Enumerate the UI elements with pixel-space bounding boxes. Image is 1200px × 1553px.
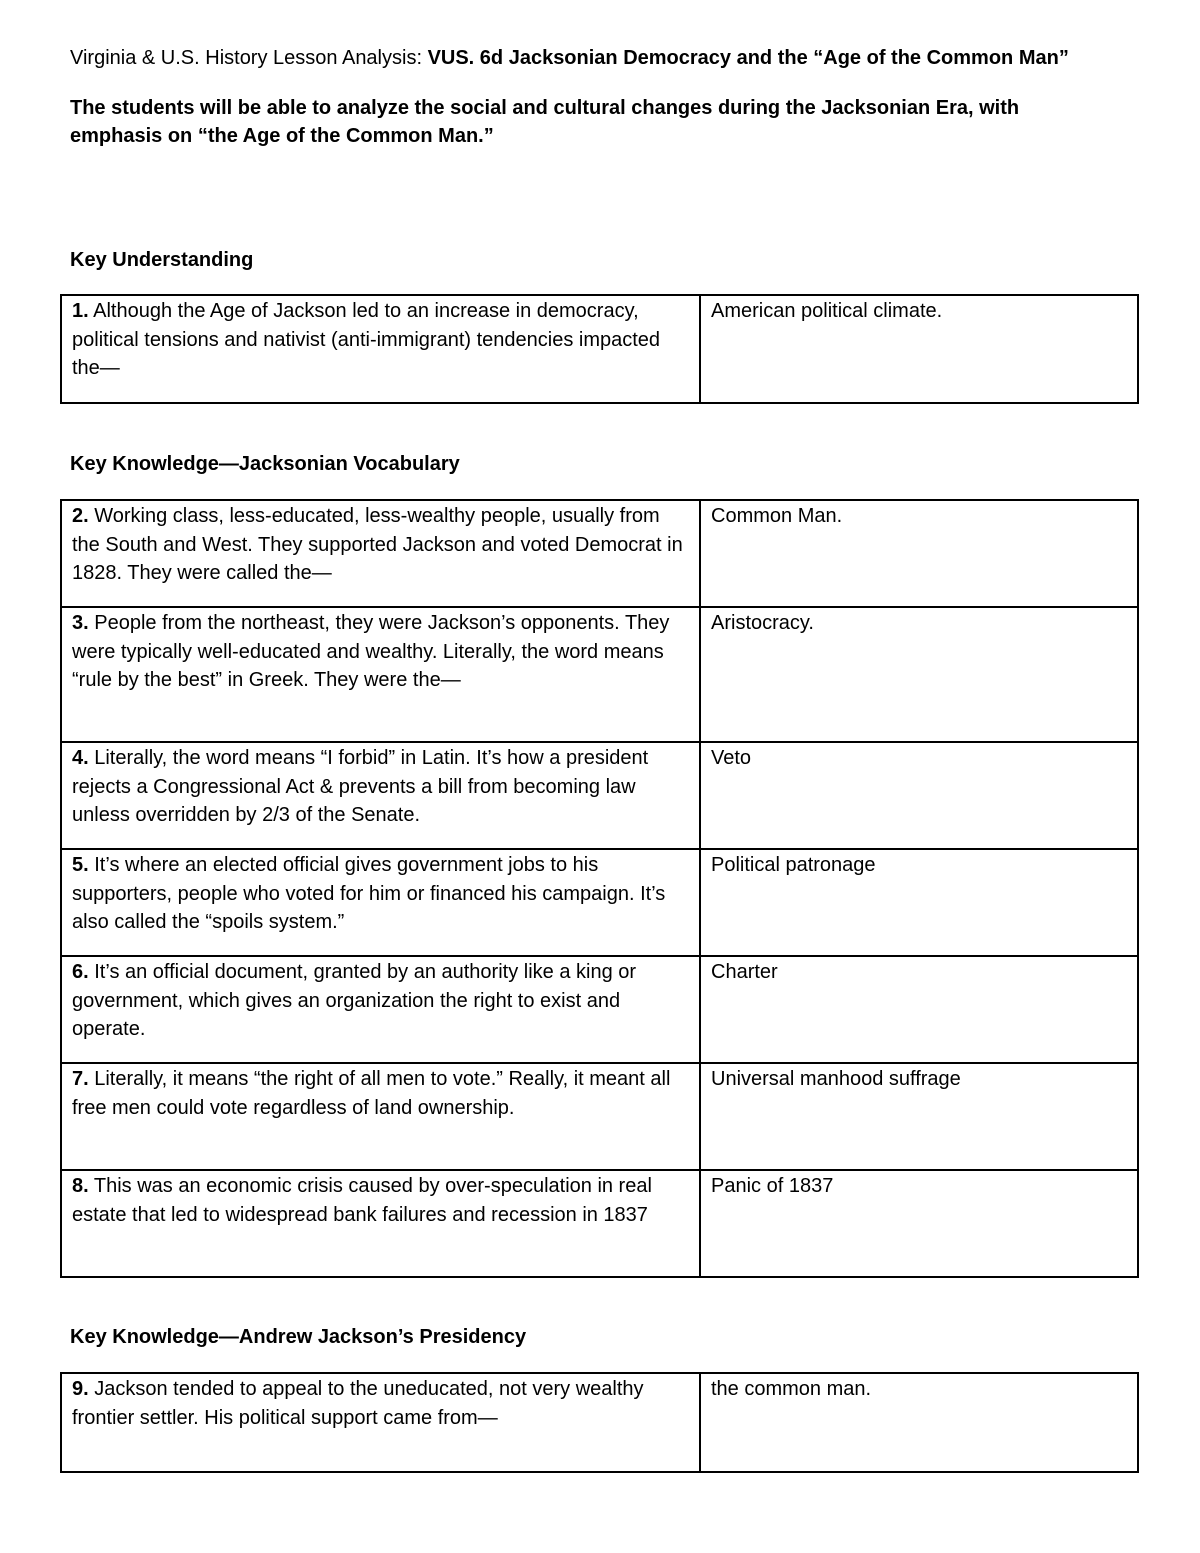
question-text: Literally, it means “the right of all men to vote.” Really, it meant all free men could vote regardless of land ownership. [72,1068,671,1119]
table-row [61,742,1138,849]
question-cell [61,607,700,742]
question-text: Jackson tended to appeal to the uneducated, not very wealthy frontier settler. His political support came from— [72,1378,644,1429]
question-number: 1. [72,300,89,322]
table-row [61,1063,1138,1170]
answer-cell: Political patronage [700,849,1138,956]
question-cell [61,956,700,1063]
question-number: 5. [72,854,89,876]
table-row [61,849,1138,956]
question-cell [61,742,700,849]
presidency-table [60,1372,1139,1473]
question-cell [61,1063,700,1170]
table-row [61,956,1138,1063]
question-cell [61,295,700,403]
answer-cell: Universal manhood suffrage [700,1063,1138,1170]
question-number: 4. [72,747,89,769]
question-text: People from the northeast, they were Jackson’s opponents. They were typically well-educated and wealthy. Literally, the word means “rule by the best” in Greek. They were the— [72,612,670,691]
lesson-title-topic: VUS. 6d Jacksonian Democracy and the “Age of the Common Man” [427,47,1069,69]
answer-cell: Charter [700,956,1138,1063]
question-cell [61,500,700,607]
question-text: Literally, the word means “I forbid” in Latin. It’s how a president rejects a Congressional Act & prevents a bill from becoming law unless overridden by 2/3 of the Senate. [72,747,649,826]
worksheet-page [70,44,1132,150]
table-row [61,295,1138,403]
key-understanding-table [60,294,1139,404]
question-text: It’s an official document, granted by an authority like a king or government, which gives an organization the right to exist and operate. [72,961,637,1040]
question-cell [61,849,700,956]
question-text: It’s where an elected official gives government jobs to his supporters, people who voted for him or financed his campaign. It’s also called the “spoils system.” [72,854,666,933]
answer-cell: the common man. [700,1373,1138,1472]
answer-cell: Panic of 1837 [700,1170,1138,1277]
answer-cell: Veto [700,742,1138,849]
question-number: 7. [72,1068,89,1090]
question-number: 9. [72,1378,89,1400]
answer-cell: Aristocracy. [700,607,1138,742]
table-row [61,500,1138,607]
lesson-title-prefix: Virginia & U.S. History Lesson Analysis: [70,47,428,69]
answer-cell: Common Man. [700,500,1138,607]
question-text: Working class, less-educated, less-wealthy people, usually from the South and West. They supported Jackson and voted Democrat in 1828. They were called the— [72,505,683,584]
question-number: 8. [72,1175,89,1197]
lesson-objective: The students will be able to analyze the social and cultural changes during the Jacksonian Era, with emphasis on “the Age of the Common Man.” [70,97,1020,147]
question-text: Although the Age of Jackson led to an increase in democracy, political tensions and nativist (anti-immigrant) tendencies impacted the— [72,300,661,379]
answer-cell: American political climate. [700,295,1138,403]
question-cell [61,1170,700,1277]
question-number: 2. [72,505,89,527]
section-heading-vocabulary: Key Knowledge—Jacksonian Vocabulary [70,453,460,475]
table-row [61,1170,1138,1277]
table-row [61,1373,1138,1472]
vocabulary-table [60,499,1139,1278]
question-number: 6. [72,961,89,983]
section-heading-presidency: Key Knowledge—Andrew Jackson’s Presidency [70,1326,527,1348]
section-heading-key-understanding: Key Understanding [70,249,254,271]
question-number: 3. [72,612,89,634]
question-text: This was an economic crisis caused by over-speculation in real estate that led to widespread bank failures and recession in 1837 [72,1175,652,1226]
table-row [61,607,1138,742]
lesson-title [70,44,1132,72]
question-cell [61,1373,700,1472]
